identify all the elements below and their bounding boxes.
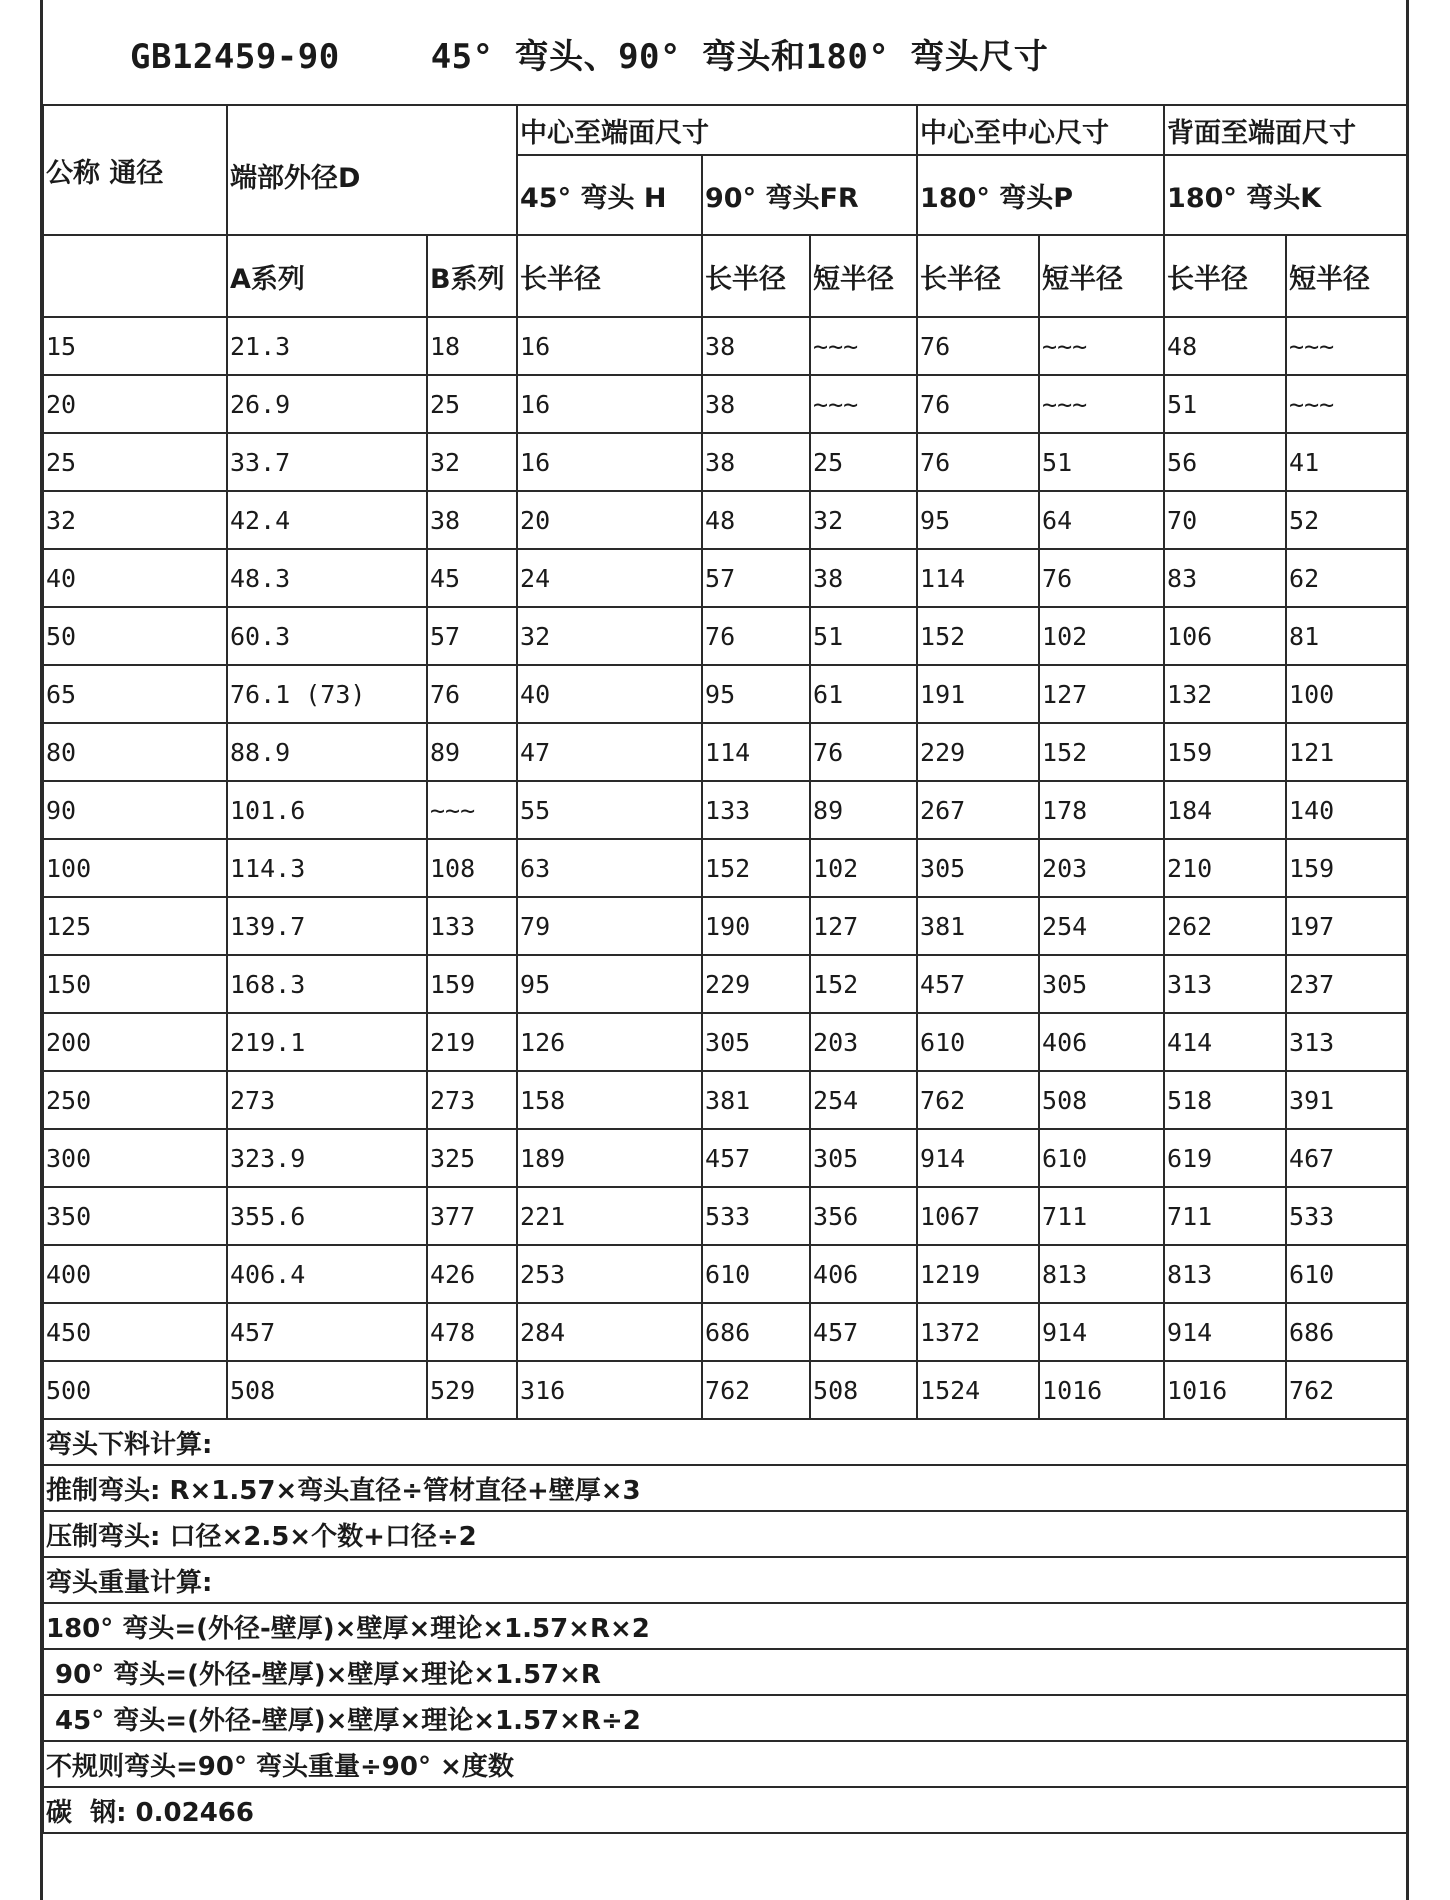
header-center-to-center: 中心至中心尺寸 bbox=[917, 105, 1164, 155]
cell-fr-long: 381 bbox=[702, 1071, 810, 1129]
cell-p-long: 76 bbox=[917, 317, 1039, 375]
cell-nominal: 80 bbox=[43, 723, 227, 781]
cell-od-a: 21.3 bbox=[227, 317, 427, 375]
cell-od-a: 323.9 bbox=[227, 1129, 427, 1187]
cell-od-b: 426 bbox=[427, 1245, 517, 1303]
cell-od-a: 48.3 bbox=[227, 549, 427, 607]
cell-p-short: 102 bbox=[1039, 607, 1164, 665]
cell-k-short: 121 bbox=[1286, 723, 1407, 781]
standard-code: GB12459-90 bbox=[130, 37, 340, 77]
header-b-series: B系列 bbox=[427, 235, 517, 317]
cell-fr-long: 229 bbox=[702, 955, 810, 1013]
formula-row bbox=[43, 1695, 1407, 1741]
header-h-long-radius: 长半径 bbox=[517, 235, 702, 317]
cell-od-a: 60.3 bbox=[227, 607, 427, 665]
cell-p-long: 1372 bbox=[917, 1303, 1039, 1361]
cell-k-short: 100 bbox=[1286, 665, 1407, 723]
header-row-1 bbox=[43, 105, 1407, 155]
table-row bbox=[43, 1013, 1407, 1071]
formula-text: 碳 钢: 0.02466 bbox=[43, 1787, 1407, 1833]
cell-p-long: 114 bbox=[917, 549, 1039, 607]
elbow-dimension-table bbox=[42, 104, 1408, 1834]
table-row bbox=[43, 375, 1407, 433]
cell-od-a: 406.4 bbox=[227, 1245, 427, 1303]
cell-fr-short: 25 bbox=[810, 433, 917, 491]
cell-h-long: 32 bbox=[517, 607, 702, 665]
formula-text: 推制弯头: R×1.57×弯头直径÷管材直径+壁厚×3 bbox=[43, 1465, 1407, 1511]
cell-h-long: 189 bbox=[517, 1129, 702, 1187]
cell-k-long: 159 bbox=[1164, 723, 1286, 781]
formula-row bbox=[43, 1741, 1407, 1787]
formula-text: 弯头下料计算: bbox=[43, 1419, 1407, 1465]
cell-od-a: 76.1 (73) bbox=[227, 665, 427, 723]
formula-row bbox=[43, 1603, 1407, 1649]
cell-p-long: 76 bbox=[917, 433, 1039, 491]
cell-od-b: 159 bbox=[427, 955, 517, 1013]
cell-h-long: 40 bbox=[517, 665, 702, 723]
cell-h-long: 284 bbox=[517, 1303, 702, 1361]
cell-k-long: 914 bbox=[1164, 1303, 1286, 1361]
cell-od-a: 219.1 bbox=[227, 1013, 427, 1071]
cell-od-b: 108 bbox=[427, 839, 517, 897]
header-k-long-radius: 长半径 bbox=[1164, 235, 1286, 317]
header-center-to-end: 中心至端面尺寸 bbox=[517, 105, 917, 155]
cell-fr-long: 95 bbox=[702, 665, 810, 723]
cell-fr-long: 762 bbox=[702, 1361, 810, 1419]
cell-p-short: ~~~ bbox=[1039, 375, 1164, 433]
cell-fr-long: 48 bbox=[702, 491, 810, 549]
cell-p-long: 95 bbox=[917, 491, 1039, 549]
cell-fr-long: 533 bbox=[702, 1187, 810, 1245]
header-outer-diameter: 端部外径D bbox=[227, 105, 517, 235]
cell-k-long: 210 bbox=[1164, 839, 1286, 897]
cell-k-short: 140 bbox=[1286, 781, 1407, 839]
header-fr-long-radius: 长半径 bbox=[702, 235, 810, 317]
cell-fr-long: 610 bbox=[702, 1245, 810, 1303]
table-row bbox=[43, 433, 1407, 491]
cell-k-short: 467 bbox=[1286, 1129, 1407, 1187]
cell-p-short: 203 bbox=[1039, 839, 1164, 897]
cell-od-b: 45 bbox=[427, 549, 517, 607]
cell-od-b: 529 bbox=[427, 1361, 517, 1419]
cell-k-short: 610 bbox=[1286, 1245, 1407, 1303]
cell-p-long: 76 bbox=[917, 375, 1039, 433]
cell-fr-short: 32 bbox=[810, 491, 917, 549]
cell-nominal: 32 bbox=[43, 491, 227, 549]
cell-nominal: 450 bbox=[43, 1303, 227, 1361]
cell-od-a: 101.6 bbox=[227, 781, 427, 839]
cell-nominal: 25 bbox=[43, 433, 227, 491]
cell-k-long: 48 bbox=[1164, 317, 1286, 375]
cell-nominal: 300 bbox=[43, 1129, 227, 1187]
cell-od-a: 114.3 bbox=[227, 839, 427, 897]
cell-p-long: 1067 bbox=[917, 1187, 1039, 1245]
cell-fr-long: 114 bbox=[702, 723, 810, 781]
cell-h-long: 158 bbox=[517, 1071, 702, 1129]
cell-p-long: 267 bbox=[917, 781, 1039, 839]
cell-fr-short: 203 bbox=[810, 1013, 917, 1071]
cell-k-short: 197 bbox=[1286, 897, 1407, 955]
cell-fr-long: 38 bbox=[702, 317, 810, 375]
cell-fr-long: 305 bbox=[702, 1013, 810, 1071]
cell-od-a: 273 bbox=[227, 1071, 427, 1129]
cell-p-short: 127 bbox=[1039, 665, 1164, 723]
cell-k-short: 237 bbox=[1286, 955, 1407, 1013]
cell-p-short: 711 bbox=[1039, 1187, 1164, 1245]
header-row-3 bbox=[43, 235, 1407, 317]
cell-h-long: 16 bbox=[517, 317, 702, 375]
header-elbow-180-p: 180° 弯头P bbox=[917, 155, 1164, 235]
cell-nominal: 50 bbox=[43, 607, 227, 665]
cell-k-long: 70 bbox=[1164, 491, 1286, 549]
header-k-short-radius: 短半径 bbox=[1286, 235, 1407, 317]
cell-nominal: 200 bbox=[43, 1013, 227, 1071]
cell-k-long: 619 bbox=[1164, 1129, 1286, 1187]
cell-p-short: 64 bbox=[1039, 491, 1164, 549]
table-row bbox=[43, 723, 1407, 781]
cell-fr-long: 686 bbox=[702, 1303, 810, 1361]
cell-fr-short: 51 bbox=[810, 607, 917, 665]
cell-k-long: 51 bbox=[1164, 375, 1286, 433]
cell-od-b: 219 bbox=[427, 1013, 517, 1071]
cell-fr-long: 38 bbox=[702, 375, 810, 433]
cell-od-a: 42.4 bbox=[227, 491, 427, 549]
cell-fr-short: 406 bbox=[810, 1245, 917, 1303]
cell-k-short: ~~~ bbox=[1286, 317, 1407, 375]
cell-k-short: 686 bbox=[1286, 1303, 1407, 1361]
cell-h-long: 95 bbox=[517, 955, 702, 1013]
cell-p-short: 914 bbox=[1039, 1303, 1164, 1361]
table-row bbox=[43, 955, 1407, 1013]
title-text: 45° 弯头、90° 弯头和180° 弯头尺寸 bbox=[430, 37, 1049, 77]
cell-fr-long: 76 bbox=[702, 607, 810, 665]
formula-text: 45° 弯头=(外径-壁厚)×壁厚×理论×1.57×R÷2 bbox=[43, 1695, 1407, 1741]
table-row bbox=[43, 607, 1407, 665]
header-nominal: 公称 通径 bbox=[43, 105, 227, 235]
cell-od-b: 25 bbox=[427, 375, 517, 433]
cell-fr-short: ~~~ bbox=[810, 317, 917, 375]
formula-row bbox=[43, 1649, 1407, 1695]
header-p-short-radius: 短半径 bbox=[1039, 235, 1164, 317]
cell-od-a: 168.3 bbox=[227, 955, 427, 1013]
cell-fr-short: 61 bbox=[810, 665, 917, 723]
cell-fr-short: 254 bbox=[810, 1071, 917, 1129]
cell-fr-long: 190 bbox=[702, 897, 810, 955]
cell-p-long: 457 bbox=[917, 955, 1039, 1013]
cell-od-b: ~~~ bbox=[427, 781, 517, 839]
cell-h-long: 316 bbox=[517, 1361, 702, 1419]
cell-fr-long: 133 bbox=[702, 781, 810, 839]
cell-p-short: 178 bbox=[1039, 781, 1164, 839]
cell-k-long: 414 bbox=[1164, 1013, 1286, 1071]
cell-k-short: 159 bbox=[1286, 839, 1407, 897]
header-elbow-180-k: 180° 弯头K bbox=[1164, 155, 1407, 235]
cell-od-b: 377 bbox=[427, 1187, 517, 1245]
cell-fr-short: 38 bbox=[810, 549, 917, 607]
page-title bbox=[130, 32, 1048, 82]
cell-od-a: 355.6 bbox=[227, 1187, 427, 1245]
cell-p-long: 762 bbox=[917, 1071, 1039, 1129]
cell-fr-short: 457 bbox=[810, 1303, 917, 1361]
table-row bbox=[43, 549, 1407, 607]
cell-od-b: 57 bbox=[427, 607, 517, 665]
cell-k-long: 83 bbox=[1164, 549, 1286, 607]
cell-fr-long: 38 bbox=[702, 433, 810, 491]
formula-text: 弯头重量计算: bbox=[43, 1557, 1407, 1603]
cell-h-long: 55 bbox=[517, 781, 702, 839]
cell-od-a: 33.7 bbox=[227, 433, 427, 491]
header-elbow-45: 45° 弯头 H bbox=[517, 155, 702, 235]
formula-row bbox=[43, 1465, 1407, 1511]
cell-p-long: 305 bbox=[917, 839, 1039, 897]
cell-h-long: 126 bbox=[517, 1013, 702, 1071]
table-row bbox=[43, 1245, 1407, 1303]
cell-od-b: 133 bbox=[427, 897, 517, 955]
cell-k-short: 52 bbox=[1286, 491, 1407, 549]
table-row bbox=[43, 1071, 1407, 1129]
cell-od-b: 38 bbox=[427, 491, 517, 549]
table-row bbox=[43, 665, 1407, 723]
cell-p-short: 406 bbox=[1039, 1013, 1164, 1071]
cell-h-long: 24 bbox=[517, 549, 702, 607]
cell-fr-long: 152 bbox=[702, 839, 810, 897]
cell-k-long: 518 bbox=[1164, 1071, 1286, 1129]
cell-k-long: 1016 bbox=[1164, 1361, 1286, 1419]
cell-nominal: 90 bbox=[43, 781, 227, 839]
cell-nominal: 40 bbox=[43, 549, 227, 607]
cell-nominal: 350 bbox=[43, 1187, 227, 1245]
cell-fr-short: ~~~ bbox=[810, 375, 917, 433]
table-row bbox=[43, 839, 1407, 897]
cell-p-long: 381 bbox=[917, 897, 1039, 955]
header-elbow-90: 90° 弯头FR bbox=[702, 155, 917, 235]
cell-k-short: ~~~ bbox=[1286, 375, 1407, 433]
formula-text: 不规则弯头=90° 弯头重量÷90° ×度数 bbox=[43, 1741, 1407, 1787]
cell-nominal: 15 bbox=[43, 317, 227, 375]
cell-fr-short: 76 bbox=[810, 723, 917, 781]
header-nominal-spacer bbox=[43, 235, 227, 317]
cell-h-long: 253 bbox=[517, 1245, 702, 1303]
cell-nominal: 400 bbox=[43, 1245, 227, 1303]
cell-nominal: 65 bbox=[43, 665, 227, 723]
formula-text: 90° 弯头=(外径-壁厚)×壁厚×理论×1.57×R bbox=[43, 1649, 1407, 1695]
cell-k-long: 262 bbox=[1164, 897, 1286, 955]
cell-h-long: 79 bbox=[517, 897, 702, 955]
cell-fr-short: 508 bbox=[810, 1361, 917, 1419]
cell-od-a: 508 bbox=[227, 1361, 427, 1419]
cell-p-long: 229 bbox=[917, 723, 1039, 781]
cell-p-short: ~~~ bbox=[1039, 317, 1164, 375]
formula-text: 压制弯头: 口径×2.5×个数+口径÷2 bbox=[43, 1511, 1407, 1557]
cell-nominal: 150 bbox=[43, 955, 227, 1013]
header-p-long-radius: 长半径 bbox=[917, 235, 1039, 317]
cell-p-short: 508 bbox=[1039, 1071, 1164, 1129]
cell-k-long: 132 bbox=[1164, 665, 1286, 723]
header-back-to-end: 背面至端面尺寸 bbox=[1164, 105, 1407, 155]
cell-od-a: 26.9 bbox=[227, 375, 427, 433]
cell-od-b: 18 bbox=[427, 317, 517, 375]
cell-k-short: 391 bbox=[1286, 1071, 1407, 1129]
cell-h-long: 20 bbox=[517, 491, 702, 549]
cell-k-short: 533 bbox=[1286, 1187, 1407, 1245]
cell-h-long: 16 bbox=[517, 433, 702, 491]
cell-p-short: 152 bbox=[1039, 723, 1164, 781]
table-row bbox=[43, 897, 1407, 955]
cell-fr-short: 356 bbox=[810, 1187, 917, 1245]
cell-od-b: 32 bbox=[427, 433, 517, 491]
cell-fr-long: 57 bbox=[702, 549, 810, 607]
cell-fr-long: 457 bbox=[702, 1129, 810, 1187]
cell-k-long: 184 bbox=[1164, 781, 1286, 839]
table-row bbox=[43, 1187, 1407, 1245]
cell-k-long: 711 bbox=[1164, 1187, 1286, 1245]
cell-p-short: 254 bbox=[1039, 897, 1164, 955]
cell-fr-short: 127 bbox=[810, 897, 917, 955]
cell-fr-short: 152 bbox=[810, 955, 917, 1013]
cell-nominal: 500 bbox=[43, 1361, 227, 1419]
formula-text: 180° 弯头=(外径-壁厚)×壁厚×理论×1.57×R×2 bbox=[43, 1603, 1407, 1649]
cell-k-long: 56 bbox=[1164, 433, 1286, 491]
cell-od-b: 273 bbox=[427, 1071, 517, 1129]
formula-row bbox=[43, 1511, 1407, 1557]
cell-nominal: 250 bbox=[43, 1071, 227, 1129]
table-row bbox=[43, 1303, 1407, 1361]
cell-k-short: 81 bbox=[1286, 607, 1407, 665]
cell-k-long: 813 bbox=[1164, 1245, 1286, 1303]
formula-row bbox=[43, 1419, 1407, 1465]
cell-p-long: 914 bbox=[917, 1129, 1039, 1187]
cell-k-short: 62 bbox=[1286, 549, 1407, 607]
formula-row bbox=[43, 1787, 1407, 1833]
cell-nominal: 125 bbox=[43, 897, 227, 955]
cell-od-a: 88.9 bbox=[227, 723, 427, 781]
cell-h-long: 221 bbox=[517, 1187, 702, 1245]
cell-h-long: 63 bbox=[517, 839, 702, 897]
cell-od-b: 478 bbox=[427, 1303, 517, 1361]
cell-k-long: 313 bbox=[1164, 955, 1286, 1013]
header-fr-short-radius: 短半径 bbox=[810, 235, 917, 317]
table-row bbox=[43, 781, 1407, 839]
table-row bbox=[43, 1361, 1407, 1419]
cell-h-long: 16 bbox=[517, 375, 702, 433]
cell-od-b: 325 bbox=[427, 1129, 517, 1187]
cell-p-short: 305 bbox=[1039, 955, 1164, 1013]
table-body bbox=[43, 105, 1407, 1833]
cell-k-short: 41 bbox=[1286, 433, 1407, 491]
cell-p-short: 610 bbox=[1039, 1129, 1164, 1187]
cell-nominal: 100 bbox=[43, 839, 227, 897]
cell-p-long: 152 bbox=[917, 607, 1039, 665]
cell-fr-short: 89 bbox=[810, 781, 917, 839]
table-row bbox=[43, 317, 1407, 375]
cell-fr-short: 102 bbox=[810, 839, 917, 897]
cell-p-short: 1016 bbox=[1039, 1361, 1164, 1419]
cell-h-long: 47 bbox=[517, 723, 702, 781]
cell-od-a: 457 bbox=[227, 1303, 427, 1361]
cell-nominal: 20 bbox=[43, 375, 227, 433]
cell-fr-short: 305 bbox=[810, 1129, 917, 1187]
cell-p-long: 191 bbox=[917, 665, 1039, 723]
formula-row bbox=[43, 1557, 1407, 1603]
cell-k-short: 313 bbox=[1286, 1013, 1407, 1071]
cell-p-short: 76 bbox=[1039, 549, 1164, 607]
cell-od-b: 89 bbox=[427, 723, 517, 781]
header-a-series: A系列 bbox=[227, 235, 427, 317]
table-row bbox=[43, 491, 1407, 549]
cell-p-long: 1524 bbox=[917, 1361, 1039, 1419]
cell-p-long: 1219 bbox=[917, 1245, 1039, 1303]
table-row bbox=[43, 1129, 1407, 1187]
cell-od-a: 139.7 bbox=[227, 897, 427, 955]
cell-k-long: 106 bbox=[1164, 607, 1286, 665]
cell-p-short: 51 bbox=[1039, 433, 1164, 491]
cell-p-long: 610 bbox=[917, 1013, 1039, 1071]
cell-p-short: 813 bbox=[1039, 1245, 1164, 1303]
cell-od-b: 76 bbox=[427, 665, 517, 723]
cell-k-short: 762 bbox=[1286, 1361, 1407, 1419]
